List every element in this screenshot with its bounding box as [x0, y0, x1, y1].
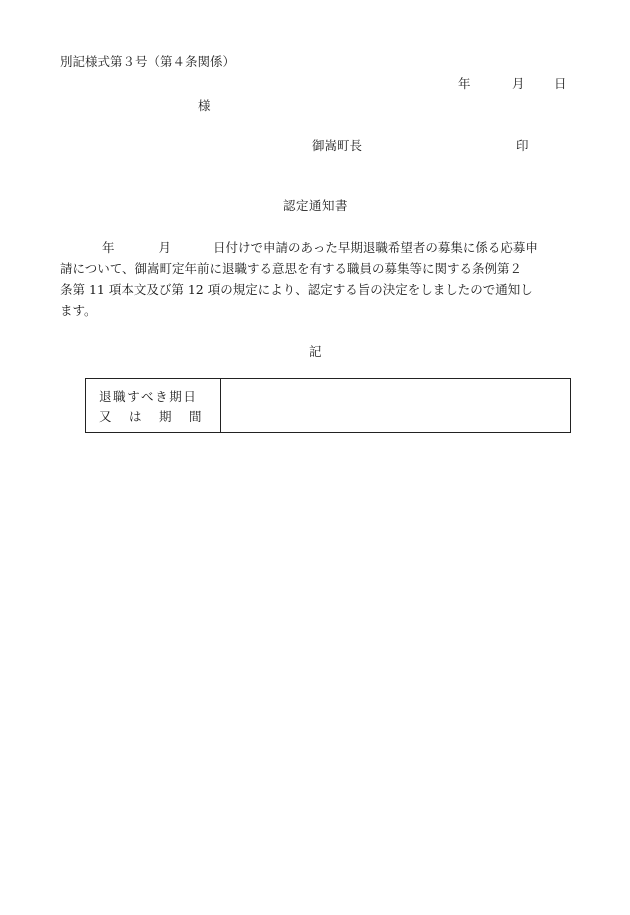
- form-number: 別記様式第３号（第４条関係）: [60, 54, 236, 69]
- table-label-line-1: 退職すべき期日: [99, 389, 198, 404]
- document-title: 認定通知書: [283, 198, 349, 213]
- label-char-kan: 間: [189, 409, 202, 424]
- issuer-title: 御嵩町長: [312, 138, 363, 153]
- retirement-date-table: [85, 378, 571, 433]
- issuer-line: [312, 136, 529, 154]
- date-day-label: 日: [554, 76, 567, 91]
- body-line-4: ます。: [60, 303, 97, 318]
- table-label-cell: [86, 379, 221, 432]
- body-text: [60, 237, 580, 321]
- seal-mark: 印: [516, 138, 529, 153]
- label-char-ki: 期: [159, 409, 172, 424]
- table-label-line-2: [99, 407, 220, 427]
- body-month: 月: [158, 240, 172, 255]
- label-char-mata: 又: [99, 409, 112, 424]
- body-line-1: [60, 237, 580, 258]
- body-line-1-rest: 日付けで申請のあった早期退職希望者の募集に係る応募申: [213, 240, 538, 255]
- ki-heading: 記: [309, 344, 322, 359]
- table-value-cell[interactable]: [221, 379, 570, 432]
- label-char-wa: は: [129, 409, 142, 424]
- body-year: 年: [102, 240, 115, 255]
- date-line: [458, 74, 567, 92]
- date-month-label: 月: [512, 76, 525, 91]
- body-line-2: 請について、御嵩町定年前に退職する意思を有する職員の募集等に関する条例第２: [60, 261, 523, 276]
- date-year-label: 年: [458, 76, 471, 91]
- addressee-honorific: 様: [198, 98, 211, 113]
- body-line-3: 条第 11 項本文及び第 12 項の規定により、認定する旨の決定をしましたので通知し: [60, 282, 533, 297]
